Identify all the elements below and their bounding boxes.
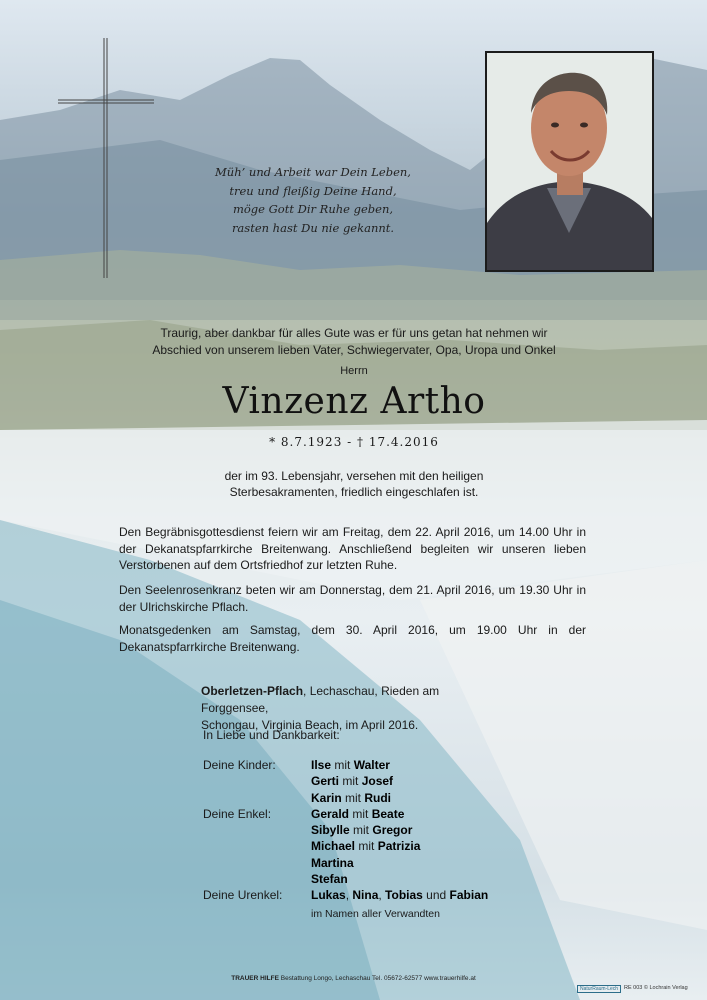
intro-line: Traurig, aber dankbar für alles Gute was er für uns getan hat nehmen wir (160, 326, 548, 340)
children-label: Deine Kinder: (203, 758, 276, 772)
life-dates: * 8.7.1923 - † 17.4.2016 (269, 435, 439, 449)
poem-line: rasten hast Du nie gekannt. (231, 220, 395, 235)
great-grandchildren-label: Deine Urenkel: (203, 888, 283, 903)
footer-brand: TRAUER HILFE (231, 975, 279, 982)
family-entry: Stefan (311, 872, 348, 887)
gratitude-heading: In Liebe und Dankbarkeit: (203, 728, 340, 742)
family-entry: Martina (311, 855, 354, 870)
portrait-photo (485, 51, 654, 272)
poem-line: Müh’ und Arbeit war Dein Leben, (215, 165, 411, 179)
grandchildren-label: Deine Enkel: (203, 806, 272, 821)
funeral-service-text: Den Begräbnisgottesdienst feiern wir am Freitag, dem 22. April 2016, um 14.00 Uhr in der Dekanatspfarrkirche Breitenwang. Anschließend begleiten wir unseren lieben Verstorbenen auf dem Ortsfriedhof zur letzten Ruhe. (119, 525, 586, 572)
relatives-note: im Namen aller Verwandten (311, 908, 440, 920)
poem-line: möge Gott Dir Ruhe geben, (232, 202, 394, 216)
family-entry: Gerald mit Beate (311, 806, 405, 821)
intro-line: Abschied von unserem lieben Vater, Schwiegervater, Opa, Uropa und Onkel (152, 343, 556, 357)
place-primary: Oberletzen-Pflach (201, 684, 304, 698)
family-list (203, 757, 488, 904)
family-entry: Karin mit Rudi (311, 790, 392, 805)
footer-credit (0, 975, 707, 982)
family-entry: Sibylle mit Gregor (311, 823, 413, 838)
rosary-text: Den Seelenrosenkranz beten wir am Donnerstag, dem 21. April 2016, um 19.30 Uhr in der Ulrichskirche Pflach. (119, 583, 586, 614)
salutation: Herrn (340, 365, 368, 377)
mourner-places (201, 683, 501, 734)
intro-text (100, 325, 608, 359)
copyright-note: RE 003 © Lochrain Verlag (624, 985, 688, 991)
family-entry: Ilse mit Walter (311, 758, 390, 772)
passing-line: Sterbesakramenten, friedlich eingeschlafen ist. (229, 485, 479, 499)
memorial-mass-text: Monatsgedenken am Samstag, dem 30. April 2016, um 19.00 Uhr in der Dekanatspfarrkirche Breitenwang. (119, 623, 586, 654)
family-entry: Lukas, Nina, Tobias und Fabian (311, 888, 489, 903)
family-entry: Gerti mit Josef (311, 774, 394, 789)
place-rest: , Lechaschau, Rieden am Forggensee, (201, 684, 440, 715)
deceased-name: Vinzenz Artho (222, 381, 486, 422)
footer-contact: Bestattung Longo, Lechaschau Tel. 05672-62577 www.trauerhilfe.at (278, 975, 476, 982)
family-entry: Michael mit Patrizia (311, 839, 421, 854)
passing-text (100, 468, 608, 500)
cross-icon (58, 38, 154, 278)
memorial-poem (170, 163, 456, 237)
passing-line: der im 93. Lebensjahr, versehen mit den heiligen (224, 469, 484, 483)
place-line: Schongau, Virginia Beach, im April 2016. (201, 718, 419, 732)
poem-line: treu und fleißig Deine Hand, (229, 183, 397, 198)
naturraum-logo: NaturRaum-Lech (577, 985, 621, 993)
